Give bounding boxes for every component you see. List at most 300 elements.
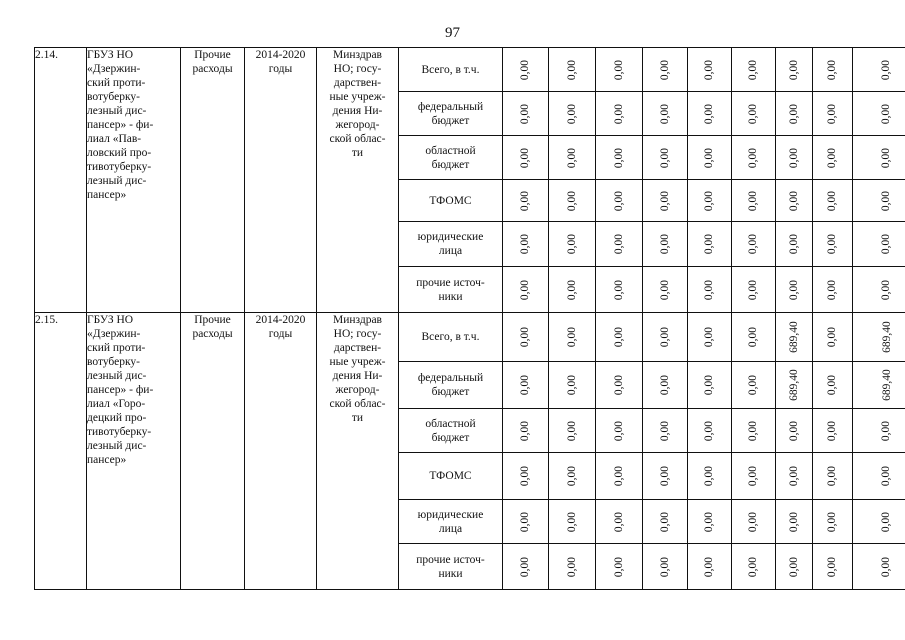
value-cell <box>643 180 688 222</box>
value-cell <box>813 267 853 313</box>
value-cell <box>853 453 905 500</box>
text-line: лиал «Пав- <box>87 133 142 145</box>
period <box>245 48 317 313</box>
item-number: 2.14. <box>35 48 87 313</box>
value-text: 0,00 <box>519 279 532 300</box>
value-text: 0,00 <box>519 465 532 487</box>
value-text: 0,00 <box>659 326 671 348</box>
value-text: 0,00 <box>747 556 760 577</box>
text-line: бюджет <box>431 431 470 444</box>
value-cell <box>688 453 732 500</box>
value-cell <box>596 409 643 453</box>
text-line: «Дзержин- <box>87 328 141 340</box>
value-text: 0,00 <box>566 556 578 577</box>
value-cell <box>776 313 813 362</box>
value-cell <box>732 136 776 180</box>
value-cell <box>813 222 853 267</box>
value-cell <box>643 48 688 92</box>
value-cell <box>503 409 549 453</box>
value-cell <box>853 92 905 136</box>
value-cell <box>643 136 688 180</box>
value-cell <box>643 409 688 453</box>
value-text: 0,00 <box>519 147 532 168</box>
period <box>245 313 317 590</box>
value-text: 0,00 <box>788 233 800 255</box>
text-line: Всего, в т.ч. <box>421 63 480 76</box>
value-cell <box>503 48 549 92</box>
text-line: юридические <box>417 508 484 521</box>
value-cell <box>643 453 688 500</box>
text-line: децкий про- <box>87 412 147 424</box>
value-text: 0,00 <box>566 326 578 348</box>
value-text: 0,00 <box>659 190 671 211</box>
text-line: Минздрав <box>332 49 382 61</box>
text-line: годы <box>268 63 293 75</box>
text-line: ский проти- <box>87 77 146 89</box>
value-cell <box>549 180 596 222</box>
text-line: пансер» - фи- <box>87 384 154 396</box>
value-text: 0,00 <box>826 326 839 348</box>
value-text: 0,00 <box>826 59 839 80</box>
value-cell <box>503 180 549 222</box>
funding-source <box>399 180 503 222</box>
funding-source <box>399 92 503 136</box>
value-cell <box>643 500 688 544</box>
value-text: 689,40 <box>880 321 893 353</box>
value-cell <box>503 136 549 180</box>
text-line: бюджет <box>431 386 470 398</box>
value-text: 0,00 <box>747 147 760 168</box>
text-line: ский проти- <box>87 342 146 354</box>
value-cell <box>813 362 853 409</box>
value-cell <box>688 544 732 590</box>
value-text: 0,00 <box>659 556 671 577</box>
value-text: 0,00 <box>788 420 800 441</box>
text-line: тивотуберку- <box>87 426 152 438</box>
value-text: 0,00 <box>613 279 625 300</box>
item-number: 2.15. <box>35 313 87 590</box>
value-cell <box>813 92 853 136</box>
value-text: 0,00 <box>659 59 671 80</box>
value-text: 0,00 <box>880 59 893 80</box>
value-cell <box>853 180 905 222</box>
value-text: 0,00 <box>613 326 625 348</box>
text-line: 2014-2020 <box>255 49 306 61</box>
value-cell <box>643 92 688 136</box>
value-text: 0,00 <box>566 147 578 168</box>
text-line: дарствен- <box>333 342 382 354</box>
funding-source <box>399 544 503 590</box>
text-line: Прочие <box>194 49 231 61</box>
program-financing-table <box>34 47 905 590</box>
value-cell <box>776 267 813 313</box>
value-text: 0,00 <box>659 374 671 396</box>
value-text: 0,00 <box>826 279 839 300</box>
value-text: 0,00 <box>788 147 800 168</box>
text-line: дарствен- <box>333 77 382 89</box>
text-line: ской облас- <box>329 133 386 145</box>
value-cell <box>549 267 596 313</box>
text-line: областной <box>425 417 476 430</box>
value-text: 0,00 <box>703 279 716 300</box>
value-text: 0,00 <box>880 147 893 168</box>
value-text: 0,00 <box>747 59 760 80</box>
value-cell <box>688 136 732 180</box>
text-line: ТФОМС <box>429 470 472 482</box>
text-line: Минздрав <box>332 314 382 326</box>
value-text: 0,00 <box>880 420 893 441</box>
text-line: лезный дис- <box>87 440 147 452</box>
text-line: расходы <box>192 63 233 75</box>
value-text: 0,00 <box>747 190 760 211</box>
value-text: 0,00 <box>880 279 893 300</box>
value-text: 0,00 <box>880 511 893 532</box>
text-line: ники <box>438 290 463 303</box>
value-cell <box>596 136 643 180</box>
text-line: федеральный <box>417 372 484 384</box>
value-text: 0,00 <box>519 103 532 124</box>
institution-name <box>87 313 181 590</box>
value-text: 0,00 <box>613 233 625 255</box>
value-cell <box>688 409 732 453</box>
value-cell <box>776 453 813 500</box>
value-cell <box>596 48 643 92</box>
value-text: 0,00 <box>703 374 716 396</box>
value-text: 0,00 <box>613 103 625 124</box>
funding-source <box>399 453 503 500</box>
value-cell <box>596 267 643 313</box>
text-line: областной <box>425 144 476 157</box>
value-text: 0,00 <box>788 556 800 577</box>
value-text: 0,00 <box>613 511 625 532</box>
text-line: пансер» - фи- <box>87 119 154 131</box>
value-cell <box>776 500 813 544</box>
value-text: 0,00 <box>519 190 532 211</box>
value-text: 0,00 <box>880 233 893 255</box>
value-text: 0,00 <box>659 279 671 300</box>
value-text: 0,00 <box>703 147 716 168</box>
value-cell <box>813 313 853 362</box>
value-cell <box>813 180 853 222</box>
value-text: 0,00 <box>826 465 839 487</box>
value-text: 0,00 <box>747 465 760 487</box>
value-cell <box>549 313 596 362</box>
value-text: 0,00 <box>880 103 893 124</box>
value-cell <box>503 313 549 362</box>
value-text: 0,00 <box>826 374 839 396</box>
text-line: лица <box>438 245 463 257</box>
value-cell <box>688 500 732 544</box>
value-cell <box>853 409 905 453</box>
value-cell <box>549 136 596 180</box>
value-cell <box>813 544 853 590</box>
text-line: ловский про- <box>87 147 152 159</box>
value-text: 0,00 <box>703 465 716 487</box>
value-text: 0,00 <box>747 279 760 300</box>
value-cell <box>853 544 905 590</box>
value-text: 0,00 <box>659 420 671 441</box>
value-text: 689,40 <box>788 321 800 353</box>
institution-name <box>87 48 181 313</box>
text-line: пансер» <box>87 189 127 201</box>
value-text: 0,00 <box>613 147 625 168</box>
value-cell <box>643 313 688 362</box>
value-cell <box>596 453 643 500</box>
value-text: 0,00 <box>747 326 760 348</box>
value-cell <box>813 500 853 544</box>
text-line: ской облас- <box>329 398 386 410</box>
value-cell <box>643 222 688 267</box>
value-text: 0,00 <box>788 190 800 211</box>
text-line: бюджет <box>431 158 470 171</box>
value-cell <box>776 180 813 222</box>
text-line: прочие источ- <box>416 553 485 566</box>
value-text: 0,00 <box>613 420 625 441</box>
value-cell <box>503 544 549 590</box>
value-text: 0,00 <box>659 103 671 124</box>
value-cell <box>732 544 776 590</box>
funding-source <box>399 313 503 362</box>
value-text: 0,00 <box>826 147 839 168</box>
value-cell <box>549 362 596 409</box>
value-cell <box>596 500 643 544</box>
value-cell <box>688 267 732 313</box>
value-text: 0,00 <box>880 465 893 487</box>
value-cell <box>549 409 596 453</box>
value-text: 0,00 <box>826 190 839 211</box>
expense-type <box>181 48 245 313</box>
value-text: 0,00 <box>880 556 893 577</box>
text-line: лица <box>438 522 463 535</box>
value-cell <box>503 453 549 500</box>
value-cell <box>732 48 776 92</box>
value-cell <box>732 362 776 409</box>
value-cell <box>813 453 853 500</box>
funding-source <box>399 48 503 92</box>
value-cell <box>732 222 776 267</box>
value-cell <box>688 48 732 92</box>
value-text: 0,00 <box>703 556 716 577</box>
value-text: 0,00 <box>613 556 625 577</box>
value-text: 0,00 <box>880 190 893 211</box>
executor <box>317 48 399 313</box>
value-cell <box>549 453 596 500</box>
value-text: 0,00 <box>788 511 800 532</box>
value-text: 0,00 <box>703 326 716 348</box>
text-line: ГБУЗ НО <box>87 314 134 326</box>
text-line: ТФОМС <box>429 194 472 207</box>
value-cell <box>688 222 732 267</box>
value-text: 0,00 <box>566 511 578 532</box>
text-line: дения Ни- <box>332 370 383 382</box>
text-line: НО; госу- <box>333 328 382 340</box>
text-line: федеральный <box>417 100 484 113</box>
value-cell <box>549 500 596 544</box>
value-cell <box>853 362 905 409</box>
text-line: лезный дис- <box>87 175 147 187</box>
value-text: 0,00 <box>659 147 671 168</box>
text-line: «Дзержин- <box>87 63 141 75</box>
text-line: вотуберку- <box>87 356 140 368</box>
table-row <box>35 48 905 92</box>
value-text: 0,00 <box>519 59 532 80</box>
text-line: годы <box>268 328 293 340</box>
value-text: 0,00 <box>703 190 716 211</box>
value-cell <box>732 313 776 362</box>
value-text: 0,00 <box>566 103 578 124</box>
value-cell <box>596 313 643 362</box>
value-cell <box>688 313 732 362</box>
value-text: 0,00 <box>826 233 839 255</box>
text-line: ные учреж- <box>329 356 386 368</box>
text-line: жегород- <box>335 384 380 396</box>
value-text: 0,00 <box>519 420 532 441</box>
executor <box>317 313 399 590</box>
value-cell <box>853 267 905 313</box>
text-line: лезный дис- <box>87 105 147 117</box>
value-cell <box>549 48 596 92</box>
value-cell <box>813 136 853 180</box>
value-text: 0,00 <box>566 465 578 487</box>
text-line: жегород- <box>335 119 380 131</box>
text-line: вотуберку- <box>87 91 140 103</box>
text-line: ники <box>438 567 463 580</box>
value-cell <box>688 92 732 136</box>
text-line: ные учреж- <box>329 91 386 103</box>
value-cell <box>776 544 813 590</box>
value-cell <box>732 409 776 453</box>
value-cell <box>732 92 776 136</box>
value-cell <box>503 500 549 544</box>
value-text: 689,40 <box>880 369 893 401</box>
value-text: 0,00 <box>613 465 625 487</box>
value-cell <box>643 362 688 409</box>
value-cell <box>853 222 905 267</box>
value-text: 0,00 <box>788 59 800 80</box>
table-body <box>35 48 905 590</box>
text-line: лезный дис- <box>87 370 147 382</box>
value-text: 0,00 <box>703 420 716 441</box>
text-line: бюджет <box>431 114 470 127</box>
value-text: 0,00 <box>519 326 532 348</box>
value-cell <box>596 180 643 222</box>
value-cell <box>503 362 549 409</box>
value-text: 0,00 <box>566 374 578 396</box>
value-text: 0,00 <box>519 556 532 577</box>
value-text: 0,00 <box>659 511 671 532</box>
value-cell <box>643 544 688 590</box>
value-cell <box>596 362 643 409</box>
value-cell <box>503 92 549 136</box>
value-text: 0,00 <box>826 511 839 532</box>
value-text: 0,00 <box>703 233 716 255</box>
text-line: тивотуберку- <box>87 161 152 173</box>
value-text: 0,00 <box>566 279 578 300</box>
value-text: 0,00 <box>519 374 532 396</box>
value-cell <box>732 453 776 500</box>
value-cell <box>596 222 643 267</box>
value-cell <box>853 500 905 544</box>
text-line: дения Ни- <box>332 105 383 117</box>
value-cell <box>853 48 905 92</box>
funding-source <box>399 500 503 544</box>
text-line: 2014-2020 <box>255 314 306 326</box>
text-line: пансер» <box>87 454 127 466</box>
value-text: 0,00 <box>788 465 800 487</box>
funding-source <box>399 409 503 453</box>
value-text: 0,00 <box>566 190 578 211</box>
text-line: юридические <box>417 231 484 243</box>
value-cell <box>596 92 643 136</box>
value-cell <box>549 222 596 267</box>
value-cell <box>853 313 905 362</box>
value-text: 0,00 <box>659 233 671 255</box>
value-cell <box>503 267 549 313</box>
text-line: ти <box>351 412 364 424</box>
value-cell <box>776 136 813 180</box>
value-text: 0,00 <box>747 103 760 124</box>
value-cell <box>688 362 732 409</box>
funding-source <box>399 222 503 267</box>
value-text: 0,00 <box>613 59 625 80</box>
value-cell <box>776 362 813 409</box>
value-cell <box>503 222 549 267</box>
value-cell <box>776 409 813 453</box>
text-line: лиал «Горо- <box>87 398 146 410</box>
text-line: НО; госу- <box>333 63 382 75</box>
value-cell <box>813 48 853 92</box>
text-line: Прочие <box>194 314 231 326</box>
value-cell <box>549 92 596 136</box>
value-cell <box>732 180 776 222</box>
value-text: 0,00 <box>826 556 839 577</box>
value-text: 0,00 <box>747 511 760 532</box>
funding-source <box>399 136 503 180</box>
value-cell <box>776 48 813 92</box>
value-text: 689,40 <box>788 369 800 401</box>
text-line: ти <box>351 147 364 159</box>
value-text: 0,00 <box>566 420 578 441</box>
value-cell <box>596 544 643 590</box>
expense-type <box>181 313 245 590</box>
text-line: ГБУЗ НО <box>87 49 134 61</box>
value-text: 0,00 <box>703 59 716 80</box>
value-cell <box>732 267 776 313</box>
value-cell <box>853 136 905 180</box>
value-text: 0,00 <box>566 233 578 255</box>
value-text: 0,00 <box>566 59 578 80</box>
value-cell <box>549 544 596 590</box>
table-row <box>35 313 905 362</box>
value-text: 0,00 <box>826 420 839 441</box>
funding-source <box>399 362 503 409</box>
text-line: расходы <box>192 328 233 340</box>
value-text: 0,00 <box>747 374 760 396</box>
value-text: 0,00 <box>703 103 716 124</box>
funding-source <box>399 267 503 313</box>
value-text: 0,00 <box>659 465 671 487</box>
value-cell <box>688 180 732 222</box>
value-text: 0,00 <box>788 279 800 300</box>
text-line: прочие источ- <box>416 276 485 289</box>
value-text: 0,00 <box>613 374 625 396</box>
value-text: 0,00 <box>747 420 760 441</box>
value-cell <box>643 267 688 313</box>
value-cell <box>813 409 853 453</box>
value-text: 0,00 <box>703 511 716 532</box>
value-text: 0,00 <box>826 103 839 124</box>
value-text: 0,00 <box>613 190 625 211</box>
